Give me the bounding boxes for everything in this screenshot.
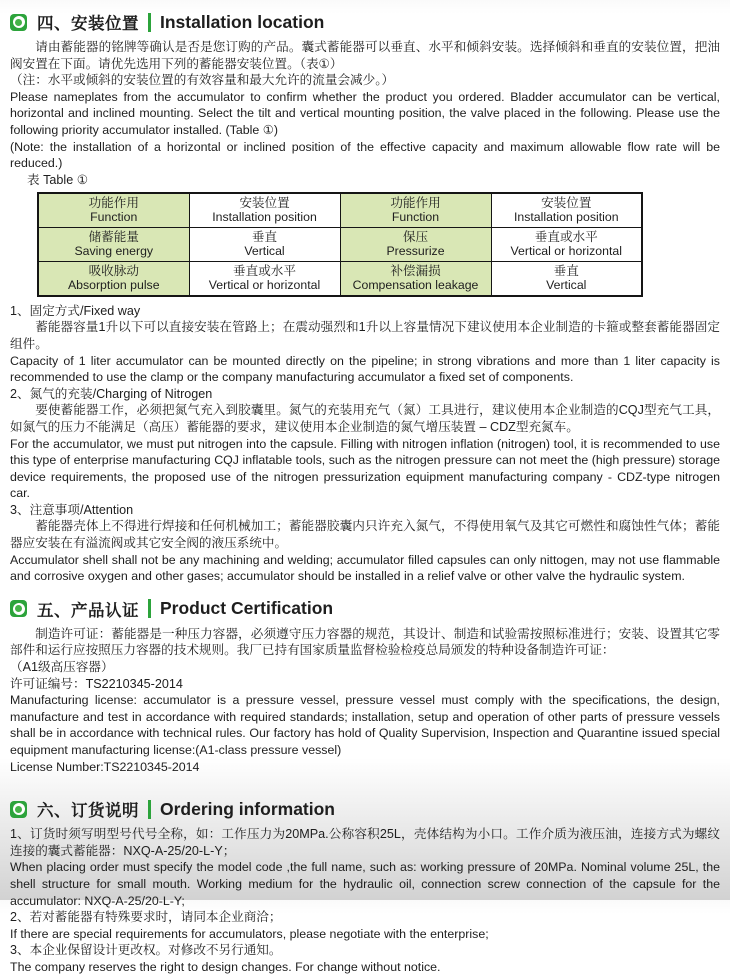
- list-item-charging-nitrogen: [10, 386, 720, 502]
- intro-paragraph-en: Please nameplates from the accumulator to confirm whether the product you ordered. Bladder accumulator can be vertical, horizontal and inclined mounting. Select the tilt and vertical mounting position, the valve placed in the following. Please use the following priority accumulator installed. (Table ①): [10, 89, 720, 137]
- license-number-en: License Number:TS2210345-2014: [10, 759, 200, 774]
- ordering-item-2: [10, 909, 720, 942]
- table-cell: 功能作用 Function: [38, 193, 189, 228]
- table-cell: 垂直 Vertical: [491, 261, 642, 296]
- table-cell: 功能作用 Function: [340, 193, 491, 228]
- table-row: [38, 261, 642, 296]
- item-text-zh: 1、订货时须写明型号代号全称，如：工作压力为20MPa.公称容积25L，壳体结构为小口。工作介质为液压油，连接方式为螺纹连接的囊式蓄能器：NXQ-A-25/20-L-Y；: [10, 827, 720, 858]
- item-text-zh: 3、本企业保留设计更改权。对修改不另行通知。: [10, 943, 282, 958]
- title-divider-bar: [148, 13, 151, 32]
- section-header: [10, 597, 720, 621]
- section-title-en: Product Certification: [160, 598, 334, 619]
- list-item-attention: [10, 502, 720, 585]
- ordering-item-1: [10, 826, 720, 909]
- item-text-zh: 蓄能器容量1升以下可以直接安装在管路上；在震动强烈和1升以上容量情况下建议使用本企业制造的卡箍或整套蓄能器固定组件。: [10, 320, 720, 351]
- table-cell: 安装位置 Installation position: [189, 193, 340, 228]
- certification-body-en: Manufacturing license: accumulator is a pressure vessel, pressure vessel must comply with the specifications, the design, manufacture and test in accordance with required standards; installation, setup and operation of other parts of pressure vessels shall be in accordance with technical rules. Our factory has hold of Quality Supervision, Inspection and Quarantine issued special equipment manufacturing license:(A1-class pressure vessel): [10, 693, 720, 757]
- item-text-en: When placing order must specify the model code ,the full name, such as: working pressure of 20MPa. Nominal volume 25L, the shell structure for small mouth. Working medium for the hydraulic oil, connection screw connection of the capsule for the accumulator: NXQ-A-25/20-L-Y;: [10, 860, 720, 908]
- section-installation-location: [10, 10, 720, 585]
- section-header: [10, 797, 720, 821]
- note-paragraph-zh: （注：水平或倾斜的安装位置的有效容量和最大允许的流量会减少。）: [10, 73, 395, 88]
- section-title-en: Installation location: [160, 11, 325, 32]
- item-text-en: Accumulator shell shall not be any machining and welding; accumulator filled capsules can only nittogen, may not use flammable and corrosive oxygen and other gases; accumulator should be installed in a relief valve or other valve the hydraulic system.: [10, 552, 720, 584]
- item-heading: 1、固定方式/Fixed way: [10, 303, 141, 318]
- note-paragraph-en: (Note: the installation of a horizontal or inclined position of the effective capacity and maximum allowable flow rate will be reduced.): [10, 139, 720, 171]
- table-cell: 垂直或水平 Vertical or horizontal: [491, 227, 642, 261]
- item-text-en: The company reserves the right to design changes. For change without notice.: [10, 959, 441, 974]
- item-text-zh: 要使蓄能器工作，必须把氮气充入到胶囊里。氮气的充装用充气（氮）工具进行，建议使用本企业制造的CQJ型充气工具，如氮气的压力不能满足（高压）蓄能器的要求，建议使用本企业制造的氮气增压装置 – CDZ型充氮车。: [10, 403, 720, 434]
- table-cell: 补偿漏损 Compensation leakage: [340, 261, 491, 296]
- section-title-zh: 六、订货说明: [37, 802, 139, 821]
- section-title-en: Ordering information: [160, 798, 335, 819]
- section-bullet-icon: [10, 600, 27, 617]
- vessel-class-zh: （A1级高压容器）: [10, 660, 114, 675]
- section-product-certification: [10, 597, 720, 775]
- item-text-en: Capacity of 1 liter accumulator can be mounted directly on the pipeline; in strong vibrations and more than 1 liter capacity is recommended to use the clamp or the company manufacturing accumulator a fixed set of components.: [10, 353, 720, 385]
- table-cell: 垂直 Vertical: [189, 227, 340, 261]
- item-text-zh: 2、若对蓄能器有特殊要求时，请同本企业商洽；: [10, 910, 282, 925]
- ordering-item-3: [10, 942, 720, 975]
- item-text-en: For the accumulator, we must put nitrogen into the capsule. Filling with nitrogen inflation (nitrogen) tool, it is recommended to use this type of enterprise manufacturing CQJ inflatable tools, such as the nitrogen pressure can not meet the (high pressure) storage device requirements, the proposed use of the nitrogen pressurization equipment manufacturing company - CDZ-type nitrogen car.: [10, 436, 720, 501]
- table-cell: 安装位置 Installation position: [491, 193, 642, 228]
- item-text-en: If there are special requirements for accumulators, please negotiate with the enterprise;: [10, 926, 489, 941]
- section-title-zh: 四、安装位置: [37, 15, 139, 33]
- table-caption: 表 Table ①: [27, 172, 88, 187]
- section-bullet-icon: [10, 14, 27, 31]
- section-header: [10, 10, 720, 34]
- item-heading: 2、氮气的充装/Charging of Nitrogen: [10, 386, 213, 401]
- table-cell: 垂直或水平 Vertical or horizontal: [189, 261, 340, 296]
- table-cell: 吸收脉动 Absorption pulse: [38, 261, 189, 296]
- table-cell: 保压 Pressurize: [340, 227, 491, 261]
- intro-paragraph-zh: 请由蓄能器的铭牌等确认是否是您订购的产品。囊式蓄能器可以垂直、水平和倾斜安装。选择倾斜和垂直的安装位置，把油阀安置在下面。请优先选用下列的蓄能器安装位置。（表①）: [10, 40, 720, 71]
- section-bullet-icon: [10, 801, 27, 818]
- title-divider-bar: [148, 800, 151, 819]
- section-ordering-information: [10, 797, 720, 975]
- item-text-zh: 蓄能器壳体上不得进行焊接和任何机械加工；蓄能器胶囊内只许充入氮气，不得使用氧气及其它可燃性和腐蚀性气体；蓄能器应安装在有溢流阀或其它安全阀的液压系统中。: [10, 519, 720, 551]
- installation-position-table: [37, 192, 643, 297]
- certification-body-zh: 制造许可证：蓄能器是一种压力容器，必须遵守压力容器的规范，其设计、制造和试验需按照标准进行；安装、设置其它零部件和运行应按照压力容器的技术规则。我厂已持有国家质量监督检验检疫总局颁发的特种设备制造许可证：: [10, 626, 720, 658]
- list-item-fixed-way: [10, 303, 720, 386]
- table-cell: 储蓄能量 Saving energy: [38, 227, 189, 261]
- table-row: [38, 227, 642, 261]
- item-heading: 3、注意事项/Attention: [10, 502, 134, 517]
- table-header-row: [38, 193, 642, 228]
- title-divider-bar: [148, 599, 151, 618]
- section-title-zh: 五、产品认证: [37, 601, 139, 620]
- license-number-zh: 许可证编号：TS2210345-2014: [10, 676, 183, 691]
